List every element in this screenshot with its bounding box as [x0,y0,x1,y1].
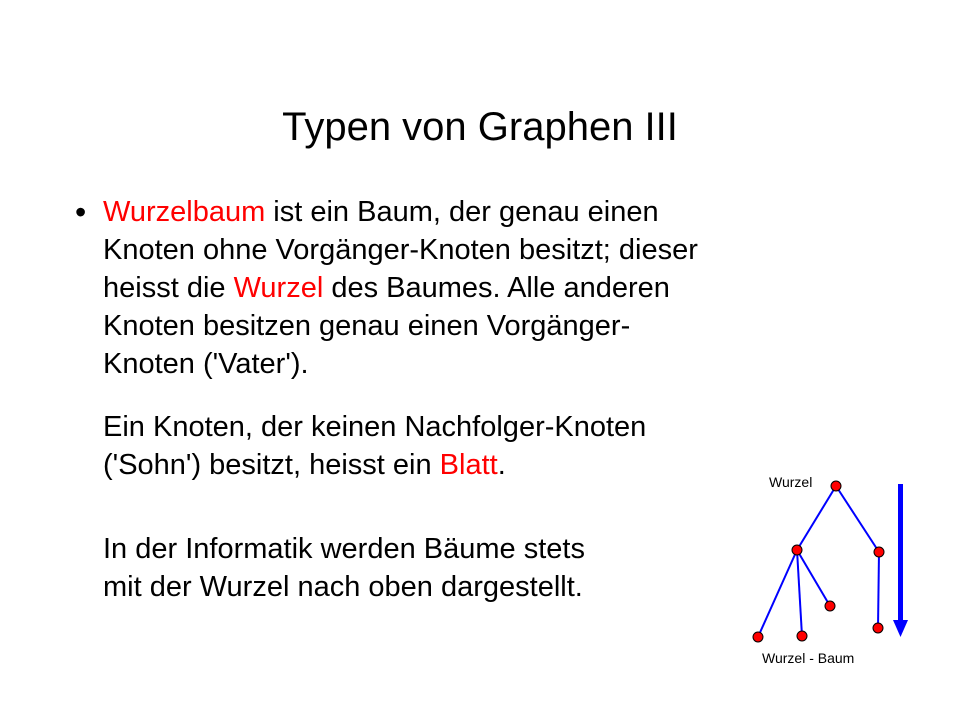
term-wurzelbaum: Wurzelbaum [103,196,266,228]
figure-caption: Wurzel - Baum [762,650,855,666]
text-fragment: des Baumes. Alle anderen [323,272,670,304]
tree-edges [758,486,879,637]
text-fragment: ('Sohn') besitzt, heisst ein [103,449,440,481]
tree-node-leaf [825,601,835,611]
text-line: Knoten ohne Vorgänger-Knoten besitzt; dieser [103,234,698,266]
tree-nodes [753,481,884,642]
paragraph-wurzelbaum [103,193,833,383]
tree-edge [797,550,830,606]
slide-title: Typen von Graphen III [282,105,678,149]
tree-edge [836,486,879,552]
term-blatt: Blatt [439,449,498,481]
tree-edge [797,486,836,550]
text-line: Knoten ('Vater'). [103,348,309,380]
text-fragment: heisst die [103,272,234,304]
tree-edge [878,552,879,628]
text-line: Ein Knoten, der keinen Nachfolger-Knoten [103,411,647,443]
tree-node-root [831,481,841,491]
text-fragment: ist ein Baum, der genau einen [265,196,659,228]
term-wurzel: Wurzel [233,272,324,304]
tree-diagram [735,470,935,675]
tree-node-leaf [797,631,807,641]
root-label: Wurzel [769,474,813,490]
bullet-marker: • [75,194,87,230]
text-line: mit der Wurzel nach oben dargestellt. [103,571,583,603]
tree-node [874,547,884,557]
text-fragment: . [497,449,506,481]
tree-edge [797,550,802,636]
text-line: In der Informatik werden Bäume stets [103,533,585,565]
tree-edge [758,550,797,637]
paragraph-informatik [103,530,833,606]
tree-node-leaf [753,632,763,642]
tree-node-leaf [873,623,883,633]
text-line: Knoten besitzen genau einen Vorgänger- [103,310,631,342]
down-arrow-icon [893,484,908,637]
tree-node [792,545,802,555]
paragraph-blatt [103,408,833,484]
